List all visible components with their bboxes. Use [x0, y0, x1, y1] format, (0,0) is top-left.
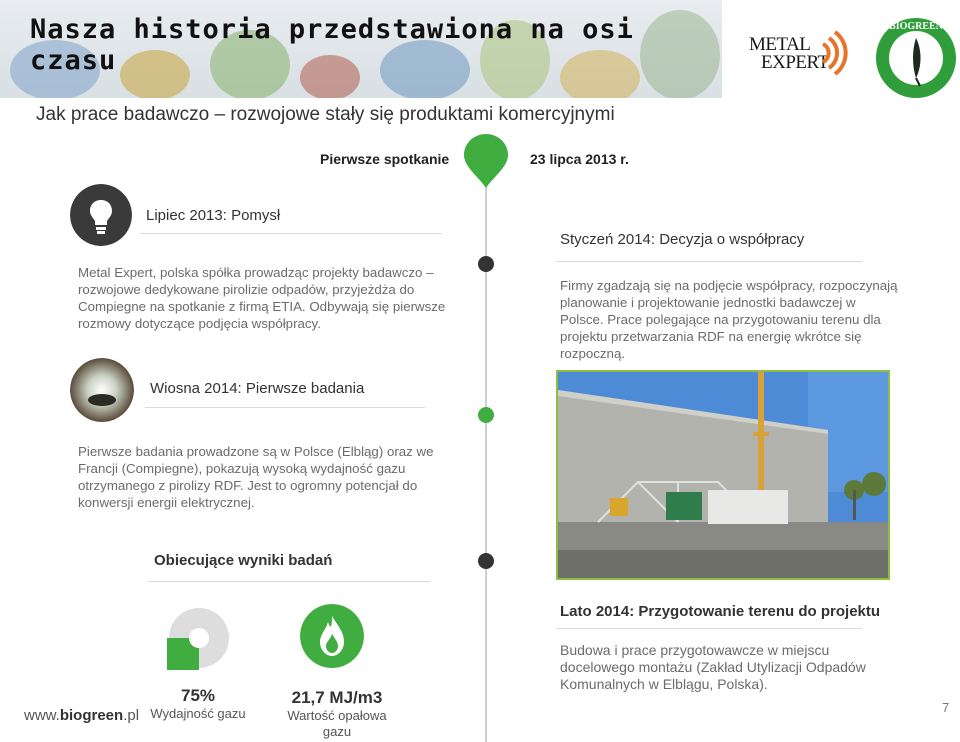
event-text: Firmy zgadzają się na podjęcie współpracy, rozpoczynają planowanie i projektowanie jednostki badawczej w Polsce. Prace polegające na przygotowaniu terenu dla projektu przetwarzania RDF na energię wkrótce się rozpoczną.	[560, 278, 898, 361]
timeline-dot	[478, 553, 494, 569]
svg-text:BIOGREEN: BIOGREEN	[889, 21, 943, 32]
event-heading: Lato 2014: Przygotowanie terenu do projektu	[560, 603, 881, 620]
results-heading: Obiecujące wyniki badań	[154, 552, 333, 569]
pie-hole	[189, 628, 209, 648]
page-title: Nasza historia przedstawiona na osi czasu	[30, 14, 634, 76]
website-url[interactable]: www.biogreen.pl	[24, 707, 140, 724]
biogreen-logo	[874, 16, 958, 100]
timeline-dot	[478, 407, 494, 423]
timeline-dot	[478, 256, 494, 272]
event-text: Pierwsze badania prowadzone są w Polsce (Elbląg) oraz we Francji (Compiegne), pokazują wysoką wydajność gazu otrzymanego z pirolizy RDF. Jest to ogromny potencjał do konwersji energii elektrycznej.	[78, 444, 434, 510]
event-heading: Wiosna 2014: Pierwsze badania	[150, 380, 365, 397]
event-heading: Lipiec 2013: Pomysł	[146, 207, 281, 224]
biogreen-seal-icon	[874, 16, 958, 100]
stat-value: 75%	[180, 686, 216, 705]
construction-site-image	[558, 372, 890, 580]
gas-flame-icon	[300, 604, 364, 668]
header-banner	[0, 0, 722, 98]
divider	[556, 261, 862, 262]
divider	[145, 407, 425, 408]
timeline-start-date: 23 lipca 2013 r.	[530, 151, 629, 167]
page-number: 7	[942, 700, 950, 715]
stat-label: Wartość opałowa gazu	[287, 708, 387, 739]
metal-expert-logo: METAL EXPERT	[745, 28, 853, 78]
flame-photo-icon	[70, 358, 134, 422]
stat-value: 21,7 MJ/m3	[291, 688, 383, 707]
lightbulb-icon	[70, 184, 132, 246]
site-photo	[556, 370, 890, 580]
efficiency-pie-chart	[167, 606, 231, 670]
page-subtitle: Jak prace badawczo – rozwojowe stały się produktami komercyjnymi	[36, 104, 615, 125]
timeline-start-label: Pierwsze spotkanie	[320, 151, 450, 167]
divider	[556, 628, 862, 629]
event-text: Metal Expert, polska spółka prowadząc projekty badawczo – rozwojowe dedykowane pirolizie odpadów, przyjeżdża do Compiegne na spotkanie z firmą ETIA. Odbywają się pierwsze rozmowy dotyczące podjęcia współpracy.	[78, 265, 446, 331]
timeline-axis	[485, 150, 487, 742]
stat-label: Wydajność gazu	[150, 706, 246, 721]
event-text: Budowa i prace przygotowawcze w miejscu docelowego montażu (Zakład Utylizacji Odpadów Komunalnych w Elblągu, Polska).	[560, 642, 866, 692]
divider	[140, 233, 442, 234]
divider	[148, 581, 430, 582]
map-pin-icon	[464, 134, 508, 188]
signal-arcs-icon	[817, 30, 853, 76]
event-heading: Styczeń 2014: Decyzja o współpracy	[560, 231, 805, 248]
